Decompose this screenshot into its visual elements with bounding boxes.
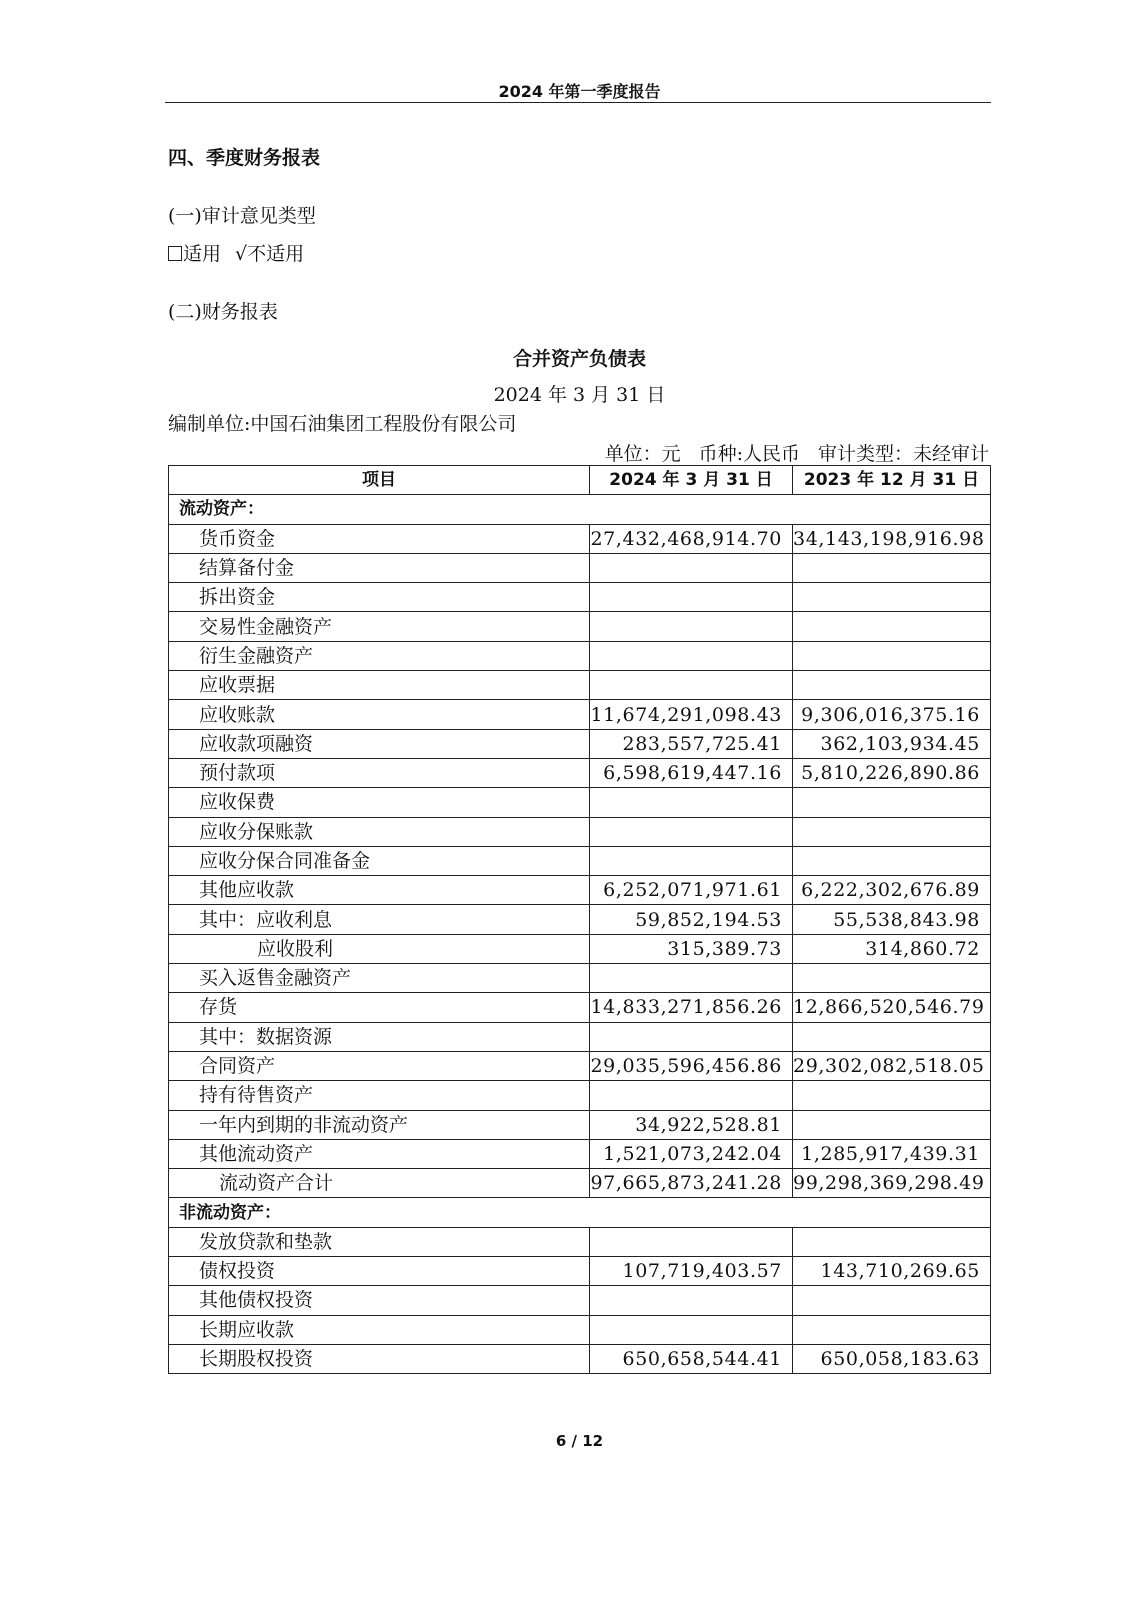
prior-period-value: 12,866,520,546.79 bbox=[793, 993, 991, 1022]
item-label: 其他流动资产 bbox=[169, 1139, 590, 1168]
checkmark-icon: √ bbox=[235, 243, 248, 265]
item-label: 其中：应收利息 bbox=[169, 905, 590, 934]
header-prior-period: 2023 年 12 月 31 日 bbox=[793, 466, 991, 495]
header-divider bbox=[165, 102, 991, 103]
current-period-value: 315,389.73 bbox=[590, 934, 793, 963]
table-body bbox=[169, 495, 991, 1374]
prior-period-value bbox=[793, 612, 991, 641]
prior-period-value bbox=[793, 1286, 991, 1315]
prior-period-value: 55,538,843.98 bbox=[793, 905, 991, 934]
section-title: 四、季度财务报表 bbox=[168, 147, 321, 169]
prior-period-value: 99,298,369,298.49 bbox=[793, 1169, 991, 1198]
current-period-value bbox=[590, 788, 793, 817]
current-period-value bbox=[590, 553, 793, 582]
table-row bbox=[169, 964, 991, 993]
item-label: 应收分保合同准备金 bbox=[169, 846, 590, 875]
table-row bbox=[169, 993, 991, 1022]
current-period-value: 27,432,468,914.70 bbox=[590, 524, 793, 553]
item-label: 债权投资 bbox=[169, 1257, 590, 1286]
current-period-value bbox=[590, 1227, 793, 1256]
table-section-row bbox=[169, 1198, 991, 1227]
current-period-value: 14,833,271,856.26 bbox=[590, 993, 793, 1022]
prior-period-value bbox=[793, 964, 991, 993]
table-row bbox=[169, 641, 991, 670]
current-period-value bbox=[590, 1081, 793, 1110]
current-period-value bbox=[590, 641, 793, 670]
section-label: 流动资产： bbox=[169, 495, 991, 524]
table-row bbox=[169, 553, 991, 582]
header-item: 项目 bbox=[169, 466, 590, 495]
audit-type-label: 审计类型：未经审计 bbox=[817, 443, 989, 465]
current-period-value: 1,521,073,242.04 bbox=[590, 1139, 793, 1168]
item-label: 应收股利 bbox=[169, 934, 590, 963]
item-label: 应收票据 bbox=[169, 671, 590, 700]
item-label: 交易性金融资产 bbox=[169, 612, 590, 641]
prior-period-value bbox=[793, 553, 991, 582]
current-period-value: 650,658,544.41 bbox=[590, 1344, 793, 1373]
prior-period-value bbox=[793, 817, 991, 846]
table-row bbox=[169, 671, 991, 700]
item-label: 一年内到期的非流动资产 bbox=[169, 1110, 590, 1139]
current-period-value: 29,035,596,456.86 bbox=[590, 1051, 793, 1080]
option-applicable-label: 适用 bbox=[183, 243, 222, 265]
item-label: 持有待售资产 bbox=[169, 1081, 590, 1110]
current-period-value: 6,598,619,447.16 bbox=[590, 758, 793, 787]
item-label: 拆出资金 bbox=[169, 583, 590, 612]
item-label: 存货 bbox=[169, 993, 590, 1022]
prior-period-value bbox=[793, 1110, 991, 1139]
prior-period-value: 143,710,269.65 bbox=[793, 1257, 991, 1286]
table-row bbox=[169, 1051, 991, 1080]
table-row bbox=[169, 817, 991, 846]
prior-period-value: 1,285,917,439.31 bbox=[793, 1139, 991, 1168]
current-period-value: 283,557,725.41 bbox=[590, 729, 793, 758]
item-label: 长期股权投资 bbox=[169, 1344, 590, 1373]
prior-period-value: 650,058,183.63 bbox=[793, 1344, 991, 1373]
item-label: 其他债权投资 bbox=[169, 1286, 590, 1315]
prior-period-value bbox=[793, 846, 991, 875]
option-not-applicable-label: 不适用 bbox=[247, 243, 305, 265]
statement-date: 2024 年 3 月 31 日 bbox=[493, 384, 666, 406]
item-label: 合同资产 bbox=[169, 1051, 590, 1080]
table-row bbox=[169, 1227, 991, 1256]
table-row bbox=[169, 612, 991, 641]
current-period-value: 11,674,291,098.43 bbox=[590, 700, 793, 729]
current-period-value bbox=[590, 1022, 793, 1051]
table-row bbox=[169, 583, 991, 612]
table-row bbox=[169, 729, 991, 758]
current-period-value: 34,922,528.81 bbox=[590, 1110, 793, 1139]
prior-period-value: 314,860.72 bbox=[793, 934, 991, 963]
item-label: 衍生金融资产 bbox=[169, 641, 590, 670]
unit-label: 单位：元 bbox=[604, 443, 681, 465]
current-period-value bbox=[590, 817, 793, 846]
table-row bbox=[169, 1315, 991, 1344]
prior-period-value bbox=[793, 1315, 991, 1344]
currency-label: 币种:人民币 bbox=[698, 443, 800, 465]
prior-period-value bbox=[793, 671, 991, 700]
statement-title: 合并资产负债表 bbox=[512, 348, 646, 370]
prior-period-value: 29,302,082,518.05 bbox=[793, 1051, 991, 1080]
prior-period-value bbox=[793, 641, 991, 670]
table-row bbox=[169, 1139, 991, 1168]
prior-period-value: 9,306,016,375.16 bbox=[793, 700, 991, 729]
prior-period-value: 6,222,302,676.89 bbox=[793, 876, 991, 905]
report-header-title: 2024 年第一季度报告 bbox=[498, 82, 661, 101]
prior-period-value: 362,103,934.45 bbox=[793, 729, 991, 758]
audit-opinion-heading: (一)审计意见类型 bbox=[168, 205, 316, 227]
prior-period-value bbox=[793, 1081, 991, 1110]
current-period-value bbox=[590, 612, 793, 641]
table-row bbox=[169, 1344, 991, 1373]
table-row bbox=[169, 1081, 991, 1110]
item-label: 长期应收款 bbox=[169, 1315, 590, 1344]
table-row bbox=[169, 1257, 991, 1286]
item-label: 其中：数据资源 bbox=[169, 1022, 590, 1051]
table-row bbox=[169, 846, 991, 875]
table-row bbox=[169, 1022, 991, 1051]
current-period-value bbox=[590, 846, 793, 875]
table-row bbox=[169, 1110, 991, 1139]
table-row bbox=[169, 524, 991, 553]
current-period-value bbox=[590, 964, 793, 993]
current-period-value bbox=[590, 583, 793, 612]
item-label: 流动资产合计 bbox=[169, 1169, 590, 1198]
prior-period-value bbox=[793, 788, 991, 817]
item-label: 预付款项 bbox=[169, 758, 590, 787]
current-period-value: 6,252,071,971.61 bbox=[590, 876, 793, 905]
page-number: 6 / 12 bbox=[555, 1432, 604, 1450]
table-row bbox=[169, 934, 991, 963]
item-label: 买入返售金融资产 bbox=[169, 964, 590, 993]
table-row bbox=[169, 905, 991, 934]
item-label: 应收款项融资 bbox=[169, 729, 590, 758]
prior-period-value: 5,810,226,890.86 bbox=[793, 758, 991, 787]
table-row bbox=[169, 1286, 991, 1315]
current-period-value: 107,719,403.57 bbox=[590, 1257, 793, 1286]
table-row bbox=[169, 1169, 991, 1198]
current-period-value: 59,852,194.53 bbox=[590, 905, 793, 934]
compiling-entity: 编制单位:中国石油集团工程股份有限公司 bbox=[168, 413, 517, 435]
item-label: 应收保费 bbox=[169, 788, 590, 817]
section-label: 非流动资产： bbox=[169, 1198, 991, 1227]
empty-checkbox-icon bbox=[168, 246, 182, 261]
financial-statements-heading: (二)财务报表 bbox=[168, 301, 278, 323]
item-label: 结算备付金 bbox=[169, 553, 590, 582]
table-row bbox=[169, 788, 991, 817]
current-period-value bbox=[590, 671, 793, 700]
item-label: 应收账款 bbox=[169, 700, 590, 729]
table-row bbox=[169, 700, 991, 729]
unit-currency-line bbox=[605, 439, 989, 466]
item-label: 货币资金 bbox=[169, 524, 590, 553]
item-label: 发放贷款和垫款 bbox=[169, 1227, 590, 1256]
current-period-value bbox=[590, 1286, 793, 1315]
header-current-period: 2024 年 3 月 31 日 bbox=[590, 466, 793, 495]
table-section-row bbox=[169, 495, 991, 524]
prior-period-value bbox=[793, 1022, 991, 1051]
balance-sheet-table bbox=[168, 465, 991, 1374]
current-period-value bbox=[590, 1315, 793, 1344]
item-label: 其他应收款 bbox=[169, 876, 590, 905]
item-label: 应收分保账款 bbox=[169, 817, 590, 846]
table-row bbox=[169, 876, 991, 905]
prior-period-value: 34,143,198,916.98 bbox=[793, 524, 991, 553]
prior-period-value bbox=[793, 1227, 991, 1256]
current-period-value: 97,665,873,241.28 bbox=[590, 1169, 793, 1198]
table-row bbox=[169, 758, 991, 787]
audit-options bbox=[168, 239, 304, 266]
prior-period-value bbox=[793, 583, 991, 612]
table-header-row bbox=[169, 466, 991, 495]
